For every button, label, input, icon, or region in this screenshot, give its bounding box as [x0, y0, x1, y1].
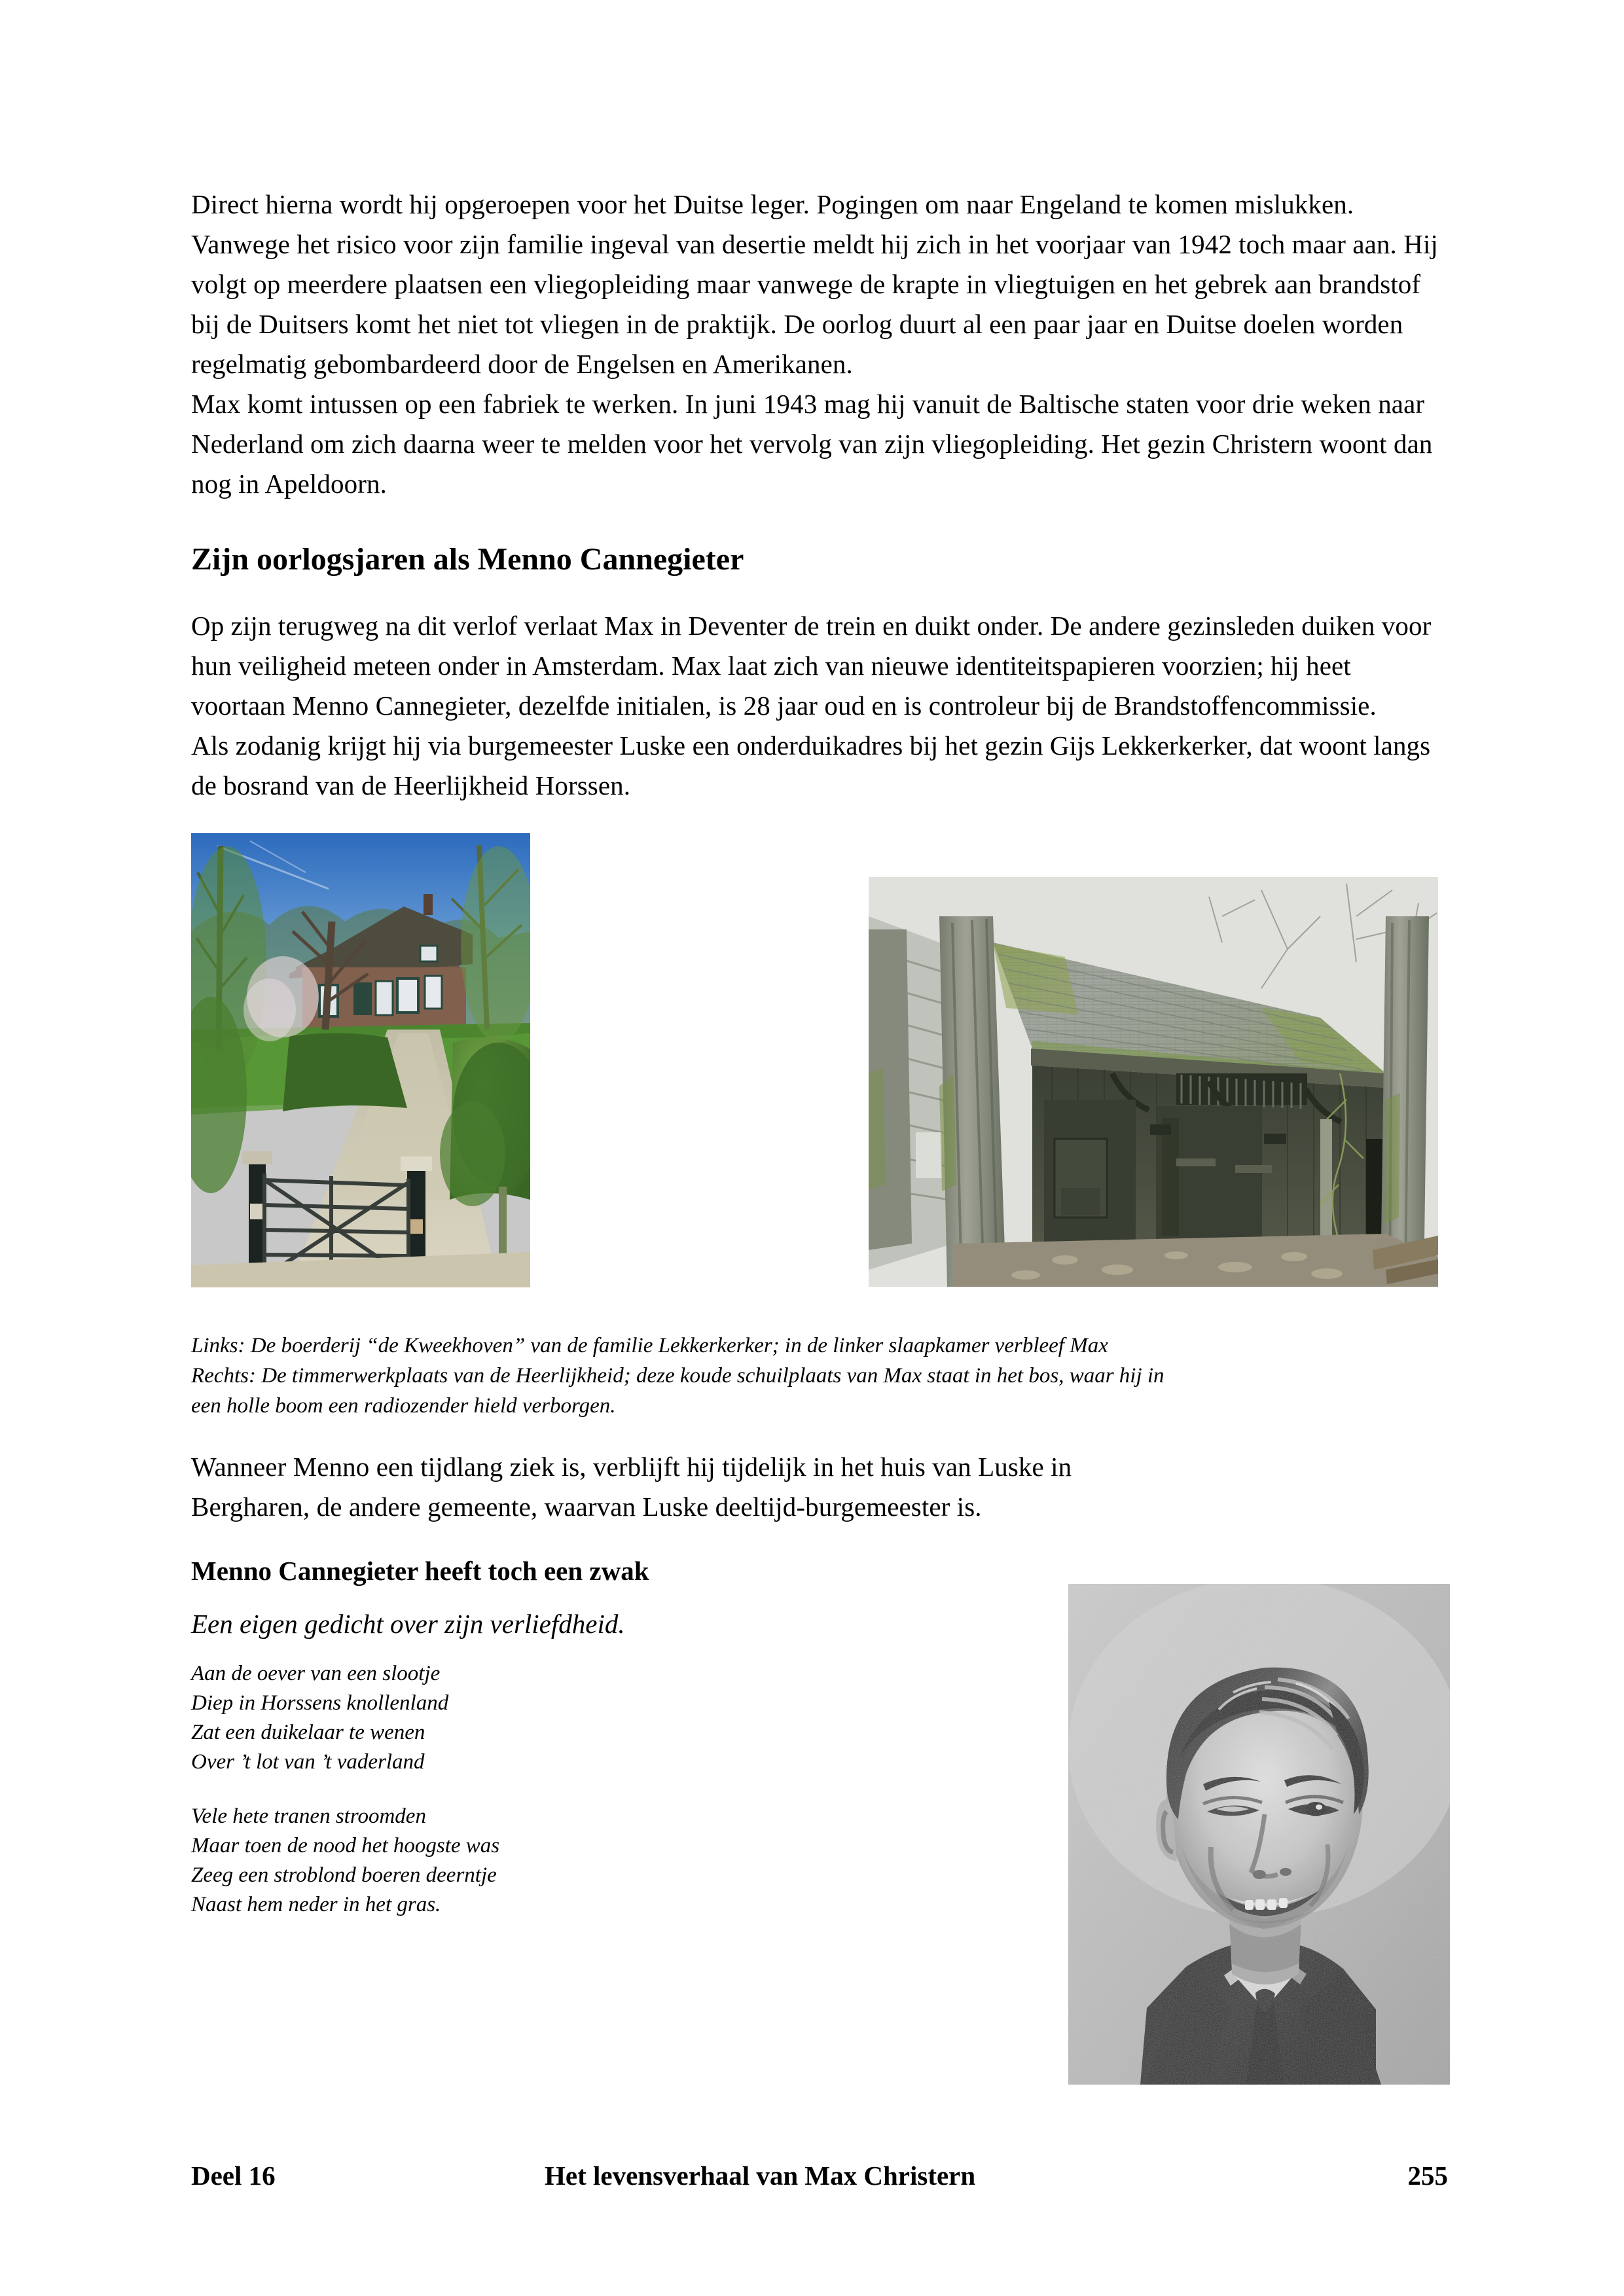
workshop-photo	[869, 877, 1438, 1287]
poem-line: Zat een duikelaar te wenen	[191, 1721, 425, 1744]
farmhouse-photo-graphic	[191, 833, 530, 1287]
poem-line: Maar toen de nood het hoogste was	[191, 1834, 500, 1857]
paragraph-2: Max komt intussen op een fabriek te werken. In juni 1943 mag hij vanuit de Baltische staten voor drie weken naar Nederland om zich daarna weer te melden voor het vervolg van zijn vliegopleiding. Het gezin Christern woont dan nog in Apeldoorn.	[191, 389, 1433, 499]
section-heading: Zijn oorlogsjaren als Menno Cannegieter	[191, 542, 744, 577]
page-content	[191, 185, 1438, 1920]
caption-line-1: Links: De boerderij “de Kweekhoven” van de familie Lekkerkerker; in de linker slaapkamer verbleef Max	[191, 1334, 1108, 1357]
poem-line: Over ’t lot van ’t vaderland	[191, 1750, 425, 1774]
page-footer	[191, 2160, 1448, 2191]
caption-line-3: een holle boom een radiozender hield verborgen.	[191, 1394, 616, 1418]
farmhouse-photo	[191, 833, 530, 1287]
poem-stanza-1	[191, 1659, 780, 1777]
paragraph-5: Wanneer Menno een tijdlang ziek is, verblijft hij tijdelijk in het huis van Luske in Bergharen, de andere gemeente, waarvan Luske deeltijd-burgemeester is.	[191, 1452, 1072, 1522]
caption-line-2: Rechts: De timmerwerkplaats van de Heerlijkheid; deze koude schuilplaats van Max staat in het bos, waar hij in	[191, 1364, 1164, 1388]
spacer	[191, 1421, 1438, 1447]
poem-line: Naast hem neder in het gras.	[191, 1893, 441, 1916]
footer-part-label: Deel 16	[191, 2161, 276, 2191]
poem-line: Zeeg een stroblond boeren deerntje	[191, 1863, 497, 1887]
paragraph-4: Als zodanig krijgt hij via burgemeester Luske een onderduikadres bij het gezin Gijs Lekkerkerker, dat woont langs de bosrand van de Heerlijkheid Horssen.	[191, 730, 1431, 800]
spacer	[191, 1527, 1438, 1553]
poem-stanza-2	[191, 1802, 780, 1920]
sub-heading: Menno Cannegieter heeft toch een zwak	[191, 1556, 649, 1586]
spacer	[191, 580, 1438, 606]
paragraph-3: Op zijn terugweg na dit verlof verlaat Max in Deventer de trein en duikt onder. De andere gezinsleden duiken voor hun veiligheid meteen onder in Amsterdam. Max laat zich van nieuwe identiteitspapieren voorzien; hij heet voortaan Menno Cannegieter, dezelfde initialen, is 28 jaar oud en is controleur bij de Brandstoffencommissie.	[191, 611, 1432, 721]
paragraph-1: Direct hierna wordt hij opgeroepen voor het Duitse leger. Pogingen om naar Engeland te komen mislukken. Vanwege het risico voor zijn familie ingeval van desertie meldt hij zich in het voorjaar van 1942 toch maar aan. Hij volgt op meerdere plaatsen een vliegopleiding maar vanwege de krapte in vliegtuigen en het gebrek aan brandstof bij de Duitsers komt het niet tot vliegen in de praktijk. De oorlog duurt al een paar jaar en Duitse doelen worden regelmatig gebombardeerd door de Engelsen en Amerikanen.	[191, 189, 1438, 379]
poem-line: Aan de oever van een slootje	[191, 1662, 441, 1685]
poem-intro: Een eigen gedicht over zijn verliefdheid.	[191, 1609, 625, 1639]
photo-row	[191, 833, 1438, 1331]
portrait-photo	[1068, 1584, 1450, 2085]
workshop-photo-graphic	[869, 877, 1438, 1287]
spacer	[191, 504, 1438, 539]
portrait-photo-graphic	[1068, 1584, 1450, 2085]
poem-line: Vele hete tranen stroomden	[191, 1804, 426, 1828]
footer-page-number: 255	[1407, 2161, 1448, 2191]
poem-line: Diep in Horssens knollenland	[191, 1691, 449, 1715]
footer-title: Het levensverhaal van Max Christern	[545, 2161, 976, 2191]
